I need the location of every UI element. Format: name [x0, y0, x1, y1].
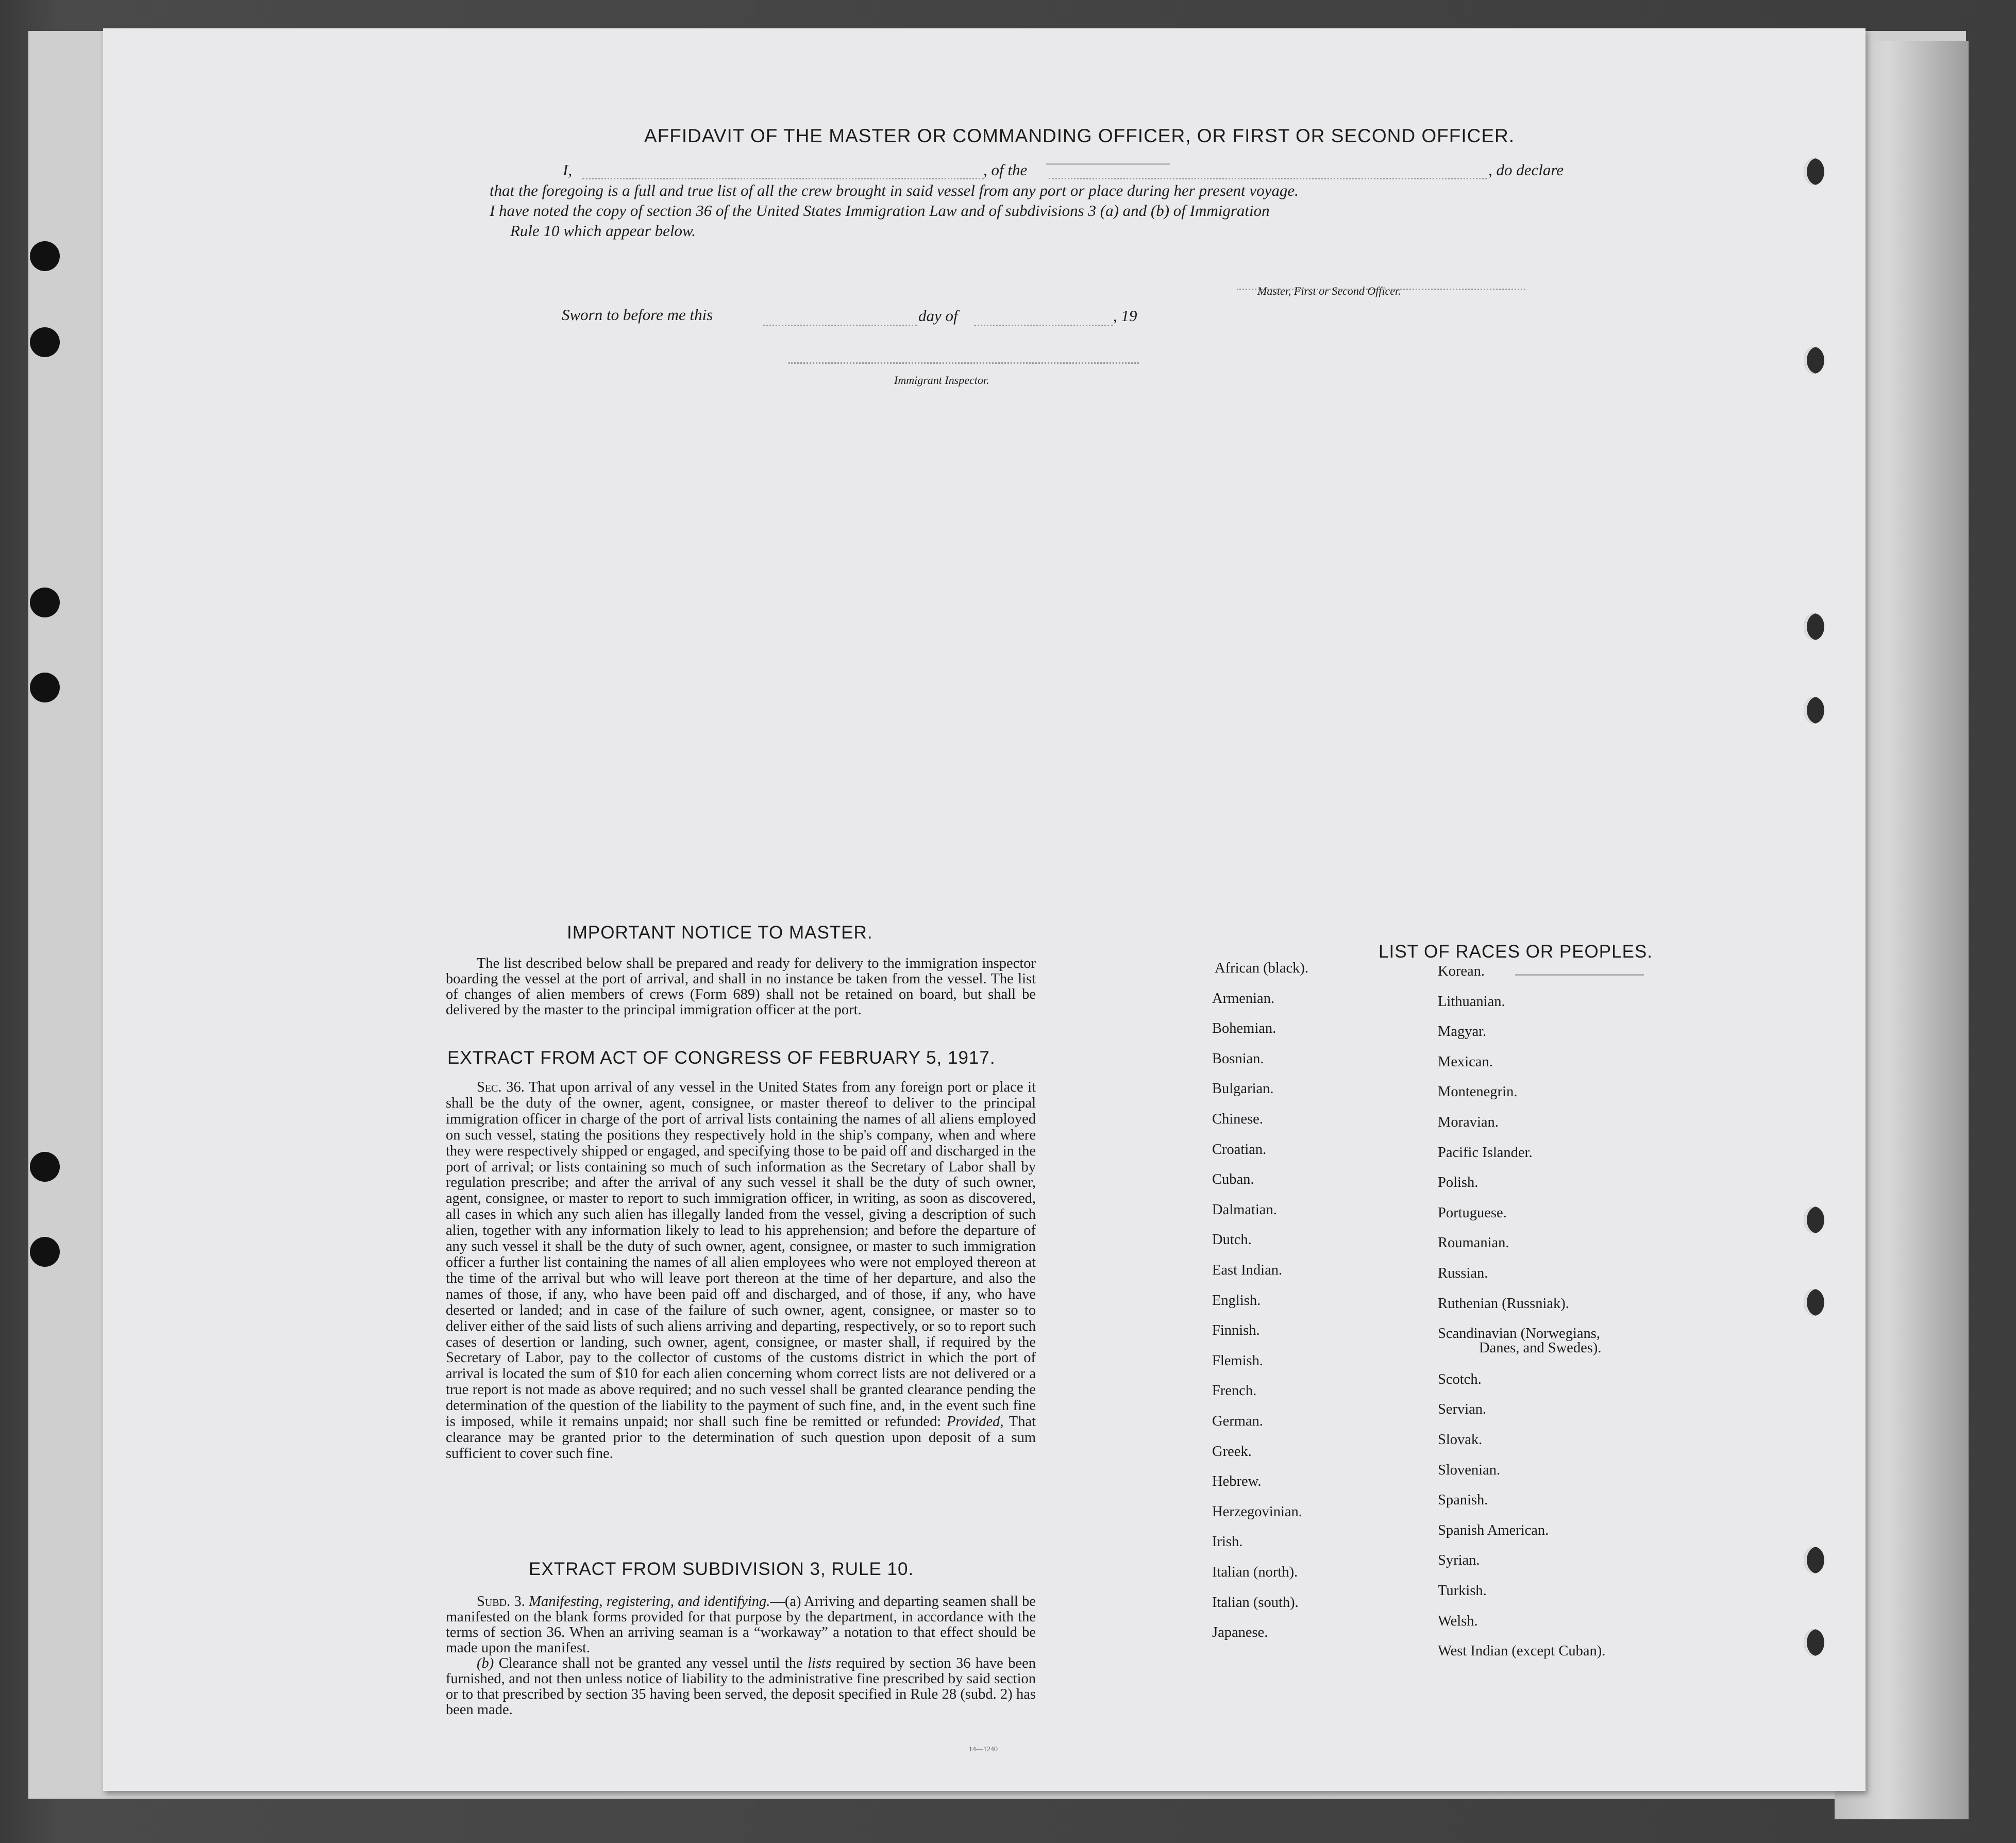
race-item: Armenian.: [1212, 990, 1275, 1007]
rule-10-text: [446, 1594, 1036, 1718]
races-divider: [1515, 974, 1644, 976]
race-item: Irish.: [1212, 1534, 1243, 1550]
race-item: English.: [1212, 1292, 1261, 1309]
binder-hole: [30, 241, 60, 271]
race-item: Welsh.: [1438, 1613, 1478, 1629]
race-item: Japanese.: [1212, 1624, 1268, 1641]
race-item: Dalmatian.: [1212, 1201, 1277, 1218]
race-item: Chinese.: [1212, 1111, 1263, 1127]
races-title: LIST OF RACES OR PEOPLES.: [1379, 942, 1653, 962]
punch-hole: [1804, 1547, 1824, 1573]
race-item: Servian.: [1438, 1401, 1487, 1418]
binder-hole: [30, 673, 60, 702]
race-item: Hebrew.: [1212, 1473, 1262, 1490]
para-a-marker: —(a): [770, 1594, 801, 1610]
punch-hole: [1804, 613, 1824, 640]
document-page: [103, 28, 1866, 1791]
race-item: French.: [1212, 1383, 1257, 1399]
binder-hole: [30, 588, 60, 617]
sworn-text: Sworn to before me this: [562, 306, 713, 324]
rule-extract-title: EXTRACT FROM SUBDIVISION 3, RULE 10.: [529, 1559, 914, 1579]
punch-hole: [1804, 697, 1824, 724]
para-a-text: Arriving and departing seamen shall be manifested on the blank forms provided for that purpose by the department, in accordance with the terms of section 36. When an arriving seaman is a “workaway” a notation to that effect should be made upon the manifest.: [446, 1594, 1036, 1656]
section-36-text: [446, 1080, 1036, 1462]
race-item: Italian (south).: [1212, 1594, 1299, 1611]
race-item: Russian.: [1438, 1265, 1488, 1281]
day-of-text: day of: [918, 307, 958, 325]
race-item: Ruthenian (Russniak).: [1438, 1295, 1569, 1312]
inspector-label: Immigrant Inspector.: [894, 374, 989, 387]
race-item: Turkish.: [1438, 1583, 1487, 1599]
race-item: Spanish American.: [1438, 1522, 1549, 1538]
race-item: Polish.: [1438, 1175, 1479, 1191]
race-item: Portuguese.: [1438, 1204, 1507, 1221]
name-blank: [582, 178, 984, 179]
binder-hole: [30, 327, 60, 357]
race-item: Dutch.: [1212, 1232, 1252, 1248]
sworn-day-blank: [763, 325, 917, 326]
vessel-blank: [1049, 178, 1487, 179]
race-item: Italian (north).: [1212, 1564, 1298, 1580]
affidavit-line-4: Rule 10 which appear below.: [510, 222, 696, 240]
affidavit-line-3: I have noted the copy of section 36 of the United States Immigration Law and of subdivisions 3 (a) and (b) of Immigration: [490, 202, 1270, 220]
section-36-body-1: That upon arrival of any vessel in the United States from any foreign port or place it shall be the duty of the owner, agent, consignee, or master thereof to deliver to the principal immigration officer in charge of the port of arrival lists containing the names of all aliens employed on such vessel, stating the positions they respectively hold in the ship's company, when and where they were respectively shipped or engaged, and specifying those to be paid off and discharged in the port of arrival; or lists containing so much of such information as the Secretary of Labor shall by regulation prescribe; and after the arrival of any such vessel it shall be the duty of such owner, agent, consignee, or master to report to such immigration officer, in writing, as soon as discovered, all cases in which any such alien has illegally landed from the vessel, giving a description of such alien, together with any information likely to lead to his apprehension; and before the departure of any such vessel it shall be the duty of such owner, agent, consignee, or master to such immigration officer a further list containing the names of all alien employees who were not employed thereon at the time of the arrival but who will leave port thereon at the time of her departure, and also the names of those, if any, who have been paid off and discharged, and of those, if any, who have deserted or landed; and in case of the failure of such owner, agent, consignee, or master so to deliver either of the said lists of such aliens arriving and departing, respectively, or so to report such cases of desertion or landing, such owner, agent, consignee, or master shall, if required by the Secretary of Labor, pay to the collector of customs of the customs district in which the port of arrival is located the sum of $10 for each alien concerning whom correct lists are not delivered or a true report is not made as above required; and no such vessel shall be granted clearance pending the determination of the question of the liability to the payment of such fine, and, in the event such fine is imposed, while it remains unpaid; nor shall such fine be remitted or refunded:: [446, 1079, 1036, 1430]
race-item: Herzegovinian.: [1212, 1503, 1302, 1520]
punch-hole: [1804, 158, 1824, 185]
affidavit-declare: , do declare: [1488, 161, 1564, 179]
act-extract-title: EXTRACT FROM ACT OF CONGRESS OF FEBRUARY 5, 1917.: [447, 1048, 996, 1068]
section-36-body-2: That clearance may be granted prior to the determination of such question upon deposit of a sum sufficient to cover such fine.: [446, 1414, 1036, 1462]
notice-body: [446, 956, 1036, 1018]
race-item: Slovak.: [1438, 1432, 1483, 1448]
year-text: , 19: [1113, 307, 1137, 325]
race-item: Moravian.: [1438, 1114, 1499, 1130]
race-item: Finnish.: [1212, 1322, 1260, 1339]
race-item: Syrian.: [1438, 1552, 1480, 1569]
para-b-text-2: required by section 36 have been furnished, and not then unless notice of liability to the administrative fine prescribed by said section or to that prescribed by section 35 having been served, the deposit specified in Rule 28 (subd. 2) has been made.: [446, 1655, 1036, 1718]
para-b-marker: (b): [477, 1655, 494, 1671]
race-item: Danes, and Swedes).: [1479, 1340, 1602, 1356]
punch-hole: [1804, 1629, 1824, 1656]
para-b-text-1: Clearance shall not be granted any vessel until the: [498, 1655, 803, 1671]
affidavit-line-2: that the foregoing is a full and true list of all the crew brought in said vessel from any port or place during her present voyage.: [490, 181, 1299, 199]
race-item: West Indian (except Cuban).: [1438, 1643, 1606, 1660]
subd-label: Subd. 3.: [477, 1594, 525, 1610]
punch-hole: [1804, 347, 1824, 374]
notice-text: The list described below shall be prepared and ready for delivery to the immigration inspector boarding the vessel at the port of arrival, and shall in no instance be taken from the vessel. The list of changes of alien members of crews (Form 689) shall not be retained on board, but shall be delivered by the master to the principal immigration officer at the port.: [446, 956, 1036, 1018]
race-item: Bulgarian.: [1212, 1081, 1274, 1097]
race-item: Montenegrin.: [1438, 1084, 1518, 1100]
race-item: Greek.: [1212, 1443, 1252, 1460]
affidavit-of-the: , of the: [983, 161, 1028, 179]
inspector-signature-line: [788, 362, 1139, 364]
race-item: Korean.: [1438, 963, 1485, 979]
provided-word: Provided,: [946, 1414, 1004, 1430]
subd-heading: Manifesting, registering, and identifying.: [529, 1594, 770, 1610]
race-item: African (black).: [1215, 960, 1308, 976]
race-item: Bohemian.: [1212, 1020, 1276, 1037]
para-b-lists: lists: [808, 1655, 832, 1671]
binder-hole: [30, 1152, 60, 1182]
race-item: Scandinavian (Norwegians,: [1438, 1326, 1600, 1342]
section-label: Sec. 36.: [477, 1079, 525, 1095]
punch-hole: [1804, 1207, 1824, 1233]
master-signature-label: Master, First or Second Officer.: [1257, 284, 1401, 297]
binder-hole: [30, 1237, 60, 1267]
affidavit-i: I,: [563, 161, 573, 179]
race-item: Spanish.: [1438, 1492, 1488, 1509]
affidavit-title: AFFIDAVIT OF THE MASTER OR COMMANDING OFFICER, OR FIRST OR SECOND OFFICER.: [644, 125, 1515, 146]
race-item: Magyar.: [1438, 1024, 1487, 1040]
race-item: Lithuanian.: [1438, 993, 1505, 1010]
notice-title: IMPORTANT NOTICE TO MASTER.: [567, 923, 873, 943]
race-item: East Indian.: [1212, 1262, 1283, 1278]
form-number: 14—1240: [969, 1746, 998, 1753]
race-item: Croatian.: [1212, 1141, 1267, 1158]
punch-hole: [1804, 1289, 1824, 1316]
affidavit-line-1: [563, 161, 1593, 179]
race-item: Flemish.: [1212, 1352, 1263, 1369]
race-item: Roumanian.: [1438, 1235, 1509, 1251]
month-blank: [974, 325, 1113, 326]
race-item: Cuban.: [1212, 1171, 1254, 1188]
race-item: Mexican.: [1438, 1053, 1493, 1070]
race-item: Bosnian.: [1212, 1050, 1264, 1067]
race-item: German.: [1212, 1413, 1263, 1429]
race-item: Slovenian.: [1438, 1462, 1501, 1478]
race-item: Scotch.: [1438, 1371, 1482, 1387]
race-item: Pacific Islander.: [1438, 1144, 1533, 1161]
